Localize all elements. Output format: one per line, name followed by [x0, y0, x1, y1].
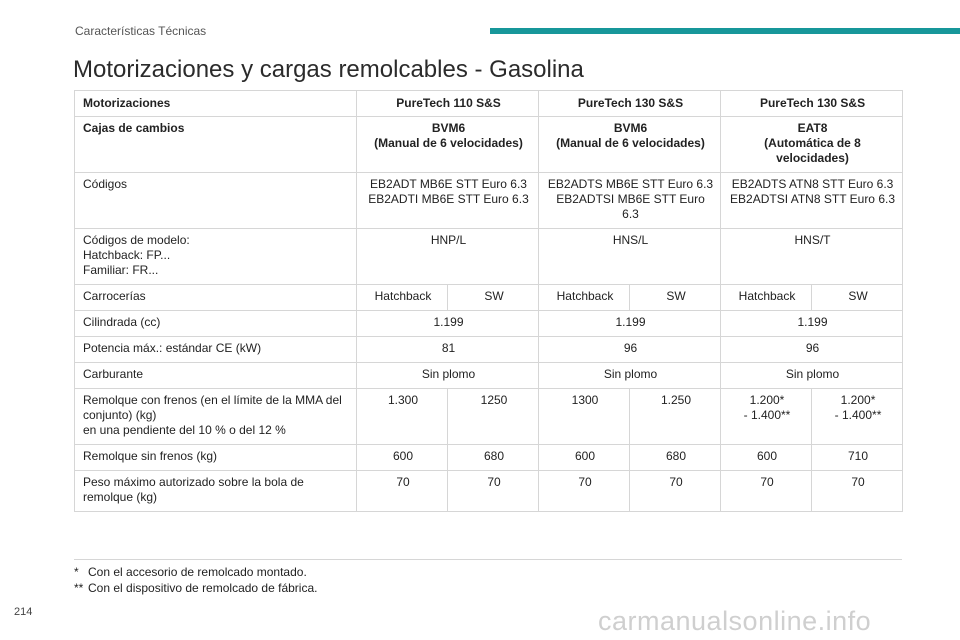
gearbox-desc: (Manual de 6 velocidades)	[556, 136, 705, 150]
code-line: EB2ADTSI MB6E STT Euro 6.3	[556, 192, 705, 221]
footnote-mark: *	[74, 565, 79, 579]
body-cell: SW	[812, 285, 903, 311]
section-title: Características Técnicas	[75, 24, 207, 38]
body-cell: Hatchback	[539, 285, 630, 311]
engine-cell: PureTech 130 S&S	[539, 91, 721, 117]
value-cell: 1.200* - 1.400**	[812, 389, 903, 445]
row-label	[75, 229, 357, 285]
table-row-braked-trailer	[75, 389, 903, 445]
row-label	[75, 389, 357, 445]
value-cell: 96	[721, 337, 903, 363]
table-row-towball-load	[75, 471, 903, 512]
value-cell: Sin plomo	[539, 363, 721, 389]
row-label: Carrocerías	[75, 285, 357, 311]
gearbox-desc: (Manual de 6 velocidades)	[374, 136, 523, 150]
table-row-model-codes	[75, 229, 903, 285]
gearbox-desc: (Automática de 8 velocidades)	[764, 136, 861, 165]
row-label-line: Hatchback: FP...	[83, 248, 171, 262]
table-row-engines	[75, 91, 903, 117]
row-label: Códigos	[75, 173, 357, 229]
row-label-line: Códigos de modelo:	[83, 233, 190, 247]
code-cell	[539, 173, 721, 229]
gearbox-cell	[721, 117, 903, 173]
table-row-unbraked-trailer	[75, 445, 903, 471]
table-row-power	[75, 337, 903, 363]
body-cell: Hatchback	[721, 285, 812, 311]
code-line: EB2ADTI MB6E STT Euro 6.3	[368, 192, 529, 206]
specs-table	[74, 90, 903, 512]
value-cell: 1.199	[539, 311, 721, 337]
body-cell: Hatchback	[357, 285, 448, 311]
value-cell: 1250	[448, 389, 539, 445]
gearbox-code: BVM6	[431, 121, 466, 135]
page-title: Motorizaciones y cargas remolcables - Gasolina	[73, 56, 584, 83]
footnote-mark: **	[74, 581, 84, 595]
code-line: EB2ADT MB6E STT Euro 6.3	[370, 177, 527, 191]
model-code-cell: HNP/L	[357, 229, 539, 285]
code-cell	[721, 173, 903, 229]
gearbox-code: BVM6	[613, 121, 648, 135]
value-cell: 70	[539, 471, 630, 512]
engine-cell: PureTech 130 S&S	[721, 91, 903, 117]
footnote-divider	[74, 559, 902, 560]
value-cell: 600	[721, 445, 812, 471]
body-cell: SW	[630, 285, 721, 311]
value-cell: Sin plomo	[357, 363, 539, 389]
value-cell: 70	[812, 471, 903, 512]
value-cell: 1.250	[630, 389, 721, 445]
row-label: Cilindrada (cc)	[75, 311, 357, 337]
gearbox-code: EAT8	[797, 121, 828, 135]
row-label-line: Familiar: FR...	[83, 263, 159, 277]
header-accent-bar	[490, 28, 960, 34]
page-number: 214	[14, 606, 33, 618]
value-cell: 600	[357, 445, 448, 471]
body-cell: SW	[448, 285, 539, 311]
value-cell: 70	[630, 471, 721, 512]
table-row-fuel	[75, 363, 903, 389]
value-cell: 710	[812, 445, 903, 471]
code-cell	[357, 173, 539, 229]
table-row-gearboxes	[75, 117, 903, 173]
value-cell: 1.200* - 1.400**	[721, 389, 812, 445]
value-cell: Sin plomo	[721, 363, 903, 389]
row-label-line: Remolque con frenos (en el límite de la MMA del conjunto) (kg)	[83, 393, 342, 422]
footnote	[74, 581, 317, 595]
value-cell: 81	[357, 337, 539, 363]
model-code-cell: HNS/T	[721, 229, 903, 285]
value-cell: 1300	[539, 389, 630, 445]
table-row-bodies	[75, 285, 903, 311]
row-label-line: en una pendiente del 10 % o del 12 %	[83, 423, 286, 437]
row-label: Remolque sin frenos (kg)	[75, 445, 357, 471]
value-cell: 70	[357, 471, 448, 512]
row-label: Carburante	[75, 363, 357, 389]
watermark: carmanualsonline.info	[598, 606, 872, 636]
value-cell: 680	[448, 445, 539, 471]
code-line: EB2ADTS MB6E STT Euro 6.3	[547, 177, 714, 191]
footnote	[74, 565, 307, 579]
row-label: Cajas de cambios	[75, 117, 357, 173]
code-line: EB2ADTSI ATN8 STT Euro 6.3	[730, 192, 895, 206]
row-label: Potencia máx.: estándar CE (kW)	[75, 337, 357, 363]
value-cell: 1.199	[721, 311, 903, 337]
value-cell: 1.199	[357, 311, 539, 337]
footnote-text: Con el accesorio de remolcado montado.	[88, 565, 307, 579]
footnote-text: Con el dispositivo de remolcado de fábrica.	[88, 581, 318, 595]
value-cell: 680	[630, 445, 721, 471]
table-row-displacement	[75, 311, 903, 337]
row-label: Peso máximo autorizado sobre la bola de remolque (kg)	[75, 471, 357, 512]
value-cell: 1.300	[357, 389, 448, 445]
row-label: Motorizaciones	[75, 91, 357, 117]
table-row-codes	[75, 173, 903, 229]
code-line: EB2ADTS ATN8 STT Euro 6.3	[731, 177, 894, 191]
value-cell: 70	[448, 471, 539, 512]
gearbox-cell	[539, 117, 721, 173]
engine-cell: PureTech 110 S&S	[357, 91, 539, 117]
value-cell: 96	[539, 337, 721, 363]
model-code-cell: HNS/L	[539, 229, 721, 285]
value-cell: 70	[721, 471, 812, 512]
value-cell: 600	[539, 445, 630, 471]
gearbox-cell	[357, 117, 539, 173]
